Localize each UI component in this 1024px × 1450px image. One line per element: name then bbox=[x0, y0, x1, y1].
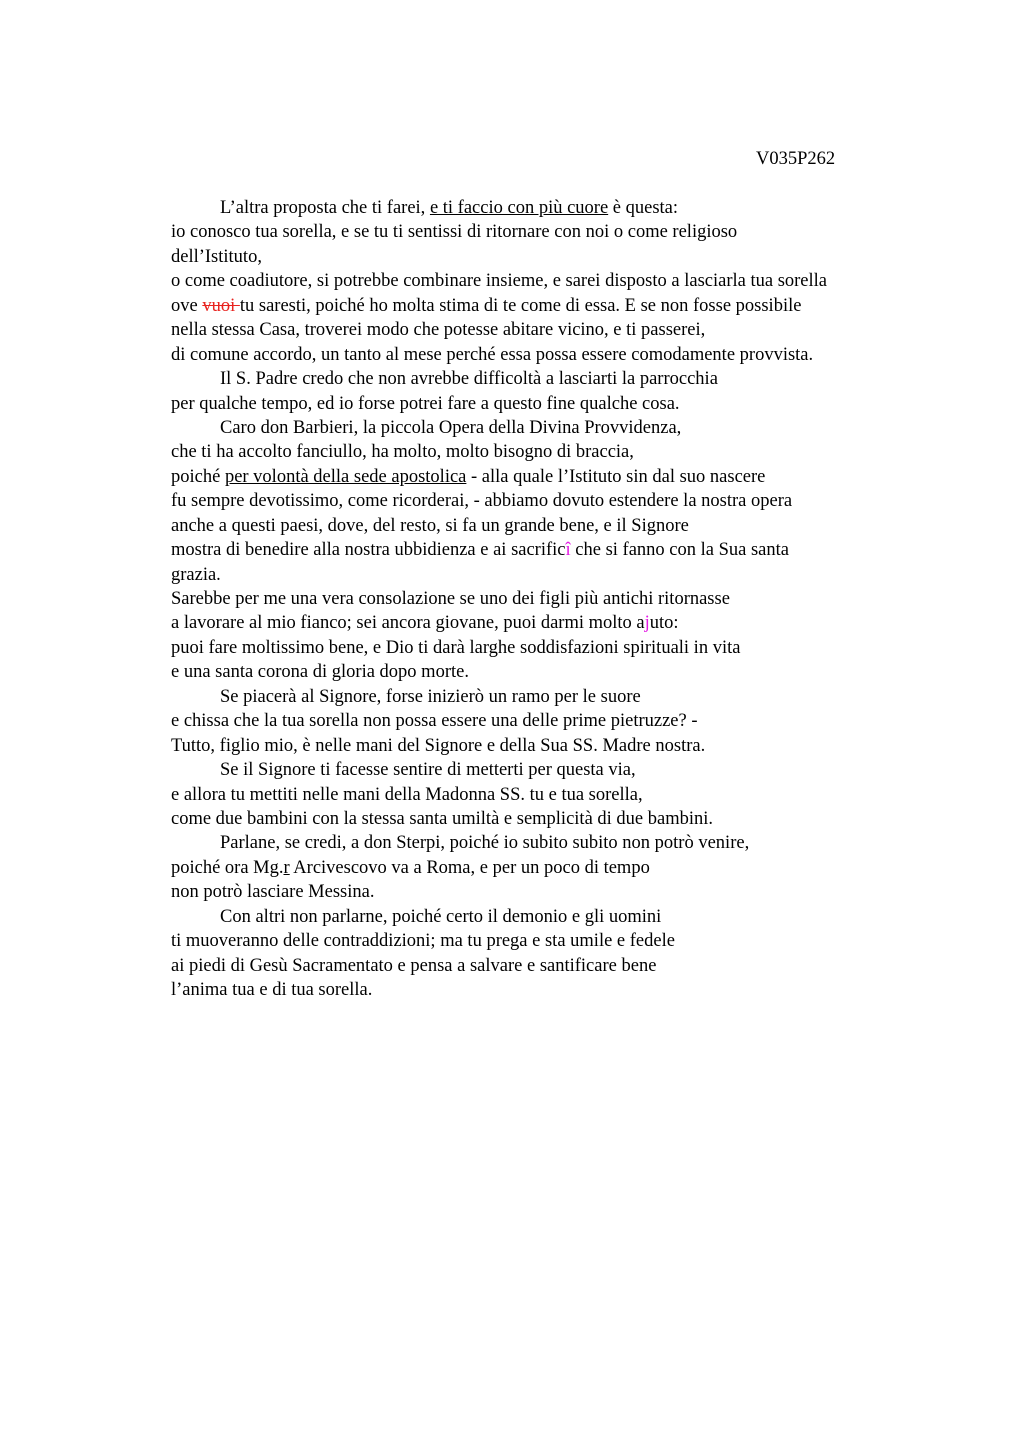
text-line bbox=[171, 538, 931, 562]
text-line: puoi fare moltissimo bene, e Dio ti darà larghe soddisfazioni spirituali in vita bbox=[171, 637, 741, 658]
text-segment: Arcivescovo va a Roma, e per un poco di tempo bbox=[289, 857, 650, 878]
text-line: e una santa corona di gloria dopo morte. bbox=[171, 662, 469, 683]
underlined-text: r bbox=[283, 857, 290, 878]
text-line: ti muoveranno delle contraddizioni; ma tu prega e sta umile e fedele bbox=[171, 931, 675, 952]
text-line bbox=[171, 294, 931, 318]
text-line: come due bambini con la stessa santa umiltà e semplicità di due bambini. bbox=[171, 808, 714, 829]
text-line: per qualche tempo, ed io forse potrei fare a questo fine qualche cosa. bbox=[171, 393, 680, 414]
text-line: nella stessa Casa, troverei modo che potesse abitare vicino, e ti passerei, bbox=[171, 320, 706, 341]
text-line: di comune accordo, un tanto al mese perché essa possa essere comodamente provvista. bbox=[171, 344, 814, 365]
text-line bbox=[171, 196, 931, 220]
text-line: Sarebbe per me una vera consolazione se uno dei figli più antichi ritornasse bbox=[171, 589, 730, 609]
text-line: Con altri non parlarne, poiché certo il demonio e gli uomini bbox=[220, 906, 662, 927]
text-segment: a lavorare al mio fianco; sei ancora giovane, puoi darmi molto a bbox=[171, 613, 645, 634]
text-line: fu sempre devotissimo, come ricorderai, - abbiamo dovuto estendere la nostra opera bbox=[171, 491, 793, 512]
letter-body bbox=[171, 196, 931, 1002]
text-line: io conosco tua sorella, e se tu ti sentissi di ritornare con noi o come religioso bbox=[171, 222, 738, 243]
text-segment: che si fanno con la Sua santa bbox=[570, 540, 789, 561]
text-segment: ove bbox=[171, 295, 203, 316]
text-line bbox=[171, 465, 931, 489]
text-line: Tutto, figlio mio, è nelle mani del Signore e della Sua SS. Madre nostra. bbox=[171, 735, 706, 756]
text-line: Parlane, se credi, a don Sterpi, poiché io subito subito non potrò venire, bbox=[220, 833, 750, 854]
text-line: Se il Signore ti facesse sentire di metterti per questa via, bbox=[220, 760, 636, 781]
text-segment: tu saresti, poiché ho molta stima di te come di essa. E se non fosse possibile bbox=[239, 295, 802, 316]
text-segment: uto: bbox=[649, 613, 679, 634]
text-segment: è questa: bbox=[608, 198, 679, 218]
text-segment: L’altra proposta che ti farei, bbox=[220, 198, 430, 218]
text-line: anche a questi paesi, dove, del resto, si fa un grande bene, e il Signore bbox=[171, 515, 689, 536]
text-line: che ti ha accolto fanciullo, ha molto, molto bisogno di braccia, bbox=[171, 442, 634, 463]
inserted-text: î bbox=[565, 540, 571, 561]
text-segment: poiché bbox=[171, 466, 225, 487]
document-reference-code: V035P262 bbox=[756, 149, 836, 169]
text-line: grazia. bbox=[171, 564, 221, 585]
text-line: e allora tu mettiti nelle mani della Madonna SS. tu e tua sorella, bbox=[171, 784, 643, 805]
text-segment: mostra di benedire alla nostra ubbidienza e ai sacrific bbox=[171, 540, 566, 561]
text-line: e chissa che la tua sorella non possa essere una delle prime pietruzze? - bbox=[171, 711, 698, 732]
text-line: l’anima tua e di tua sorella. bbox=[171, 980, 373, 1000]
text-line: dell’Istituto, bbox=[171, 246, 262, 267]
text-segment: - alla quale l’Istituto sin dal suo nascere bbox=[466, 466, 766, 487]
underlined-text: e ti faccio con più cuore bbox=[429, 198, 609, 218]
text-segment: poiché ora Mg. bbox=[171, 857, 284, 878]
inserted-text: j bbox=[644, 613, 650, 634]
text-line: non potrò lasciare Messina. bbox=[171, 882, 375, 903]
underlined-text: per volontà della sede apostolica bbox=[224, 466, 467, 487]
text-line: Caro don Barbieri, la piccola Opera della Divina Provvidenza, bbox=[220, 417, 682, 438]
text-line bbox=[171, 856, 931, 880]
text-line: o come coadiutore, si potrebbe combinare insieme, e sarei disposto a lasciarla tua sorella bbox=[171, 271, 828, 292]
text-line bbox=[171, 611, 931, 635]
text-line: ai piedi di Gesù Sacramentato e pensa a salvare e santificare bene bbox=[171, 955, 657, 976]
text-line: Il S. Padre credo che non avrebbe difficoltà a lasciarti la parrocchia bbox=[220, 369, 718, 390]
deleted-text: vuoi bbox=[202, 295, 240, 316]
text-line: Se piacerà al Signore, forse inizierò un ramo per le suore bbox=[220, 686, 641, 707]
